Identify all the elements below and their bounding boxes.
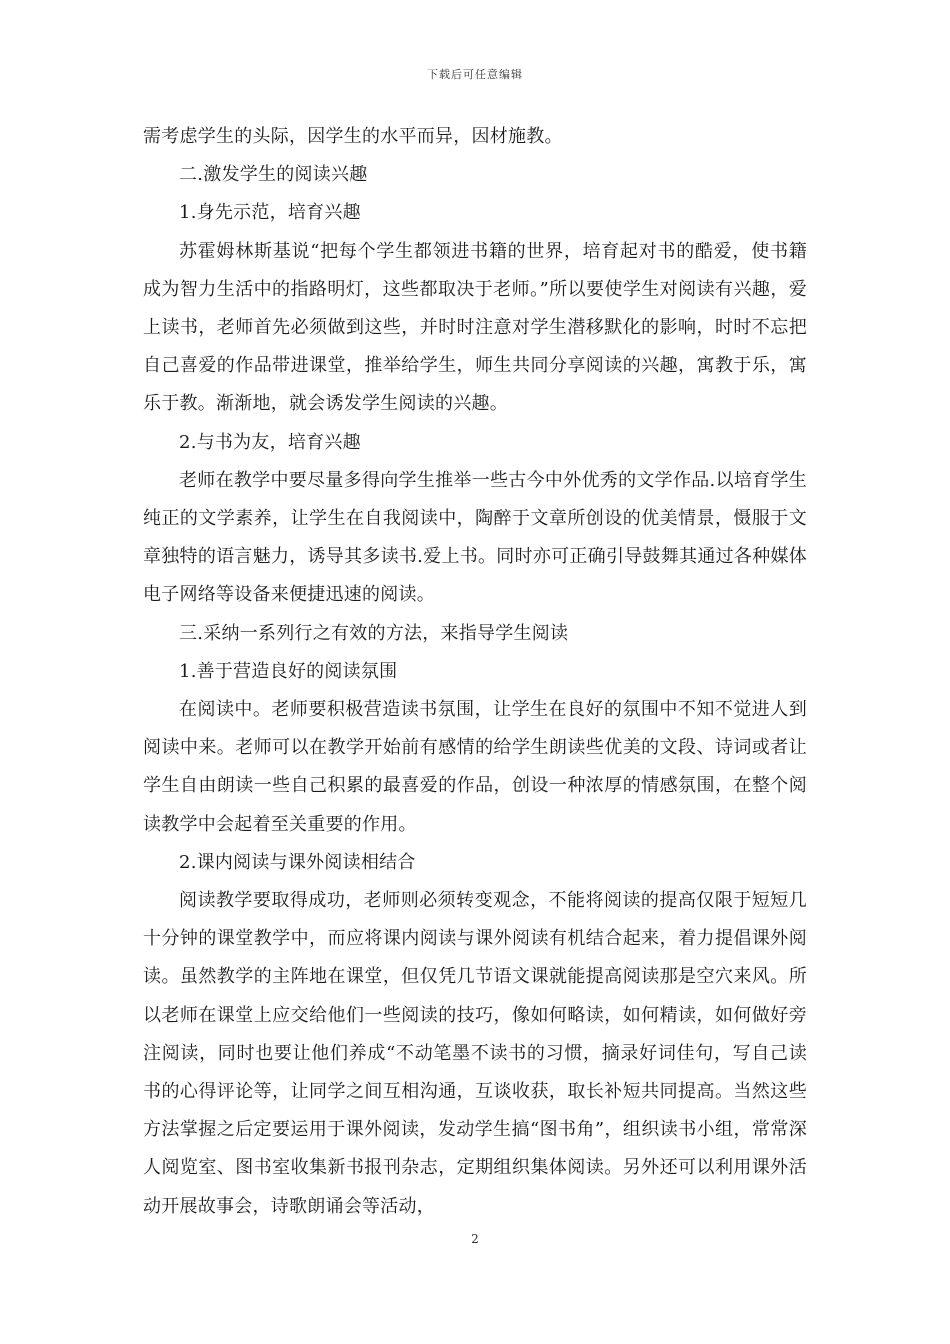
document-body: [143, 118, 807, 1226]
subsection-heading-2-2: 2.与书为友，培育兴趣: [179, 431, 361, 453]
subsection-heading-3-2: 2.课内阅读与课外阅读相结合: [179, 851, 416, 873]
paragraph: 苏霍姆林斯基说“把每个学生都领进书籍的世界，培育起对书的酷爱，使书籍成为智力生活中的指路明灯，这些都取决于老师。”所以要使学生对阅读有兴趣，爱上读书，老师首先必须做到这些，并时时注意对学生潜移默化的影响，时时不忘把自己喜爱的作品带进课堂，推举给学生，师生共同分享阅读的兴趣，寓教于乐，寓乐于教。渐渐地，就会诱发学生阅读的兴趣。: [143, 240, 807, 415]
paragraph: 阅读教学要取得成功，老师则必须转变观念，不能将阅读的提高仅限于短短几十分钟的课堂教学中，而应将课内阅读与课外阅读有机结合起来，着力提倡课外阅读。虽然教学的主阵地在课堂，但仅凭几节语文课就能提高阅读那是空穴来风。所以老师在课堂上应交给他们一些阅读的技巧，像如何略读，如何精读，如何做好旁注阅读，同时也要让他们养成“不动笔墨不读书的习惯，摘录好词佳句，写自己读书的心得评论等，让同学之间互相沟通，互谈收获，取长补短共同提高。当然这些方法掌握之后定要运用于课外阅读，发动学生搞“图书角”，组织读书小组，常常深人阅览室、图书室收集新书报刊杂志，定期组织集体阅读。另外还可以利用课外活动开展故事会，诗歌朗诵会等活动，: [143, 890, 807, 1217]
paragraph-continuation: 需考虑学生的头际，因学生的水平而异，因材施教。: [143, 126, 563, 147]
subsection-heading-3-1: 1.善于营造良好的阅读氛围: [179, 660, 398, 682]
paragraph: 老师在教学中要尽量多得向学生推举一些古今中外优秀的文学作品.以培育学生纯正的文学素养，让学生在自我阅读中，陶醉于文章所创设的优美情景，慑服于文章独特的语言魅力，诱导其多读书.爱上书。同时亦可正确引导鼓舞其通过各种媒体电子网络等设备来便捷迅速的阅读。: [143, 469, 807, 606]
page-header: 下载后可任意编辑: [427, 68, 523, 81]
paragraph: 在阅读中。老师要积极营造读书氛围，让学生在良好的氛围中不知不觉进人到阅读中来。老师可以在教学开始前有感情的给学生朗读些优美的文段、诗词或者让学生自由朗读一些自己积累的最喜爱的作品，创设一种浓厚的情感氛围，在整个阅读教学中会起着至关重要的作用。: [143, 699, 807, 835]
page-number: 2: [471, 1232, 479, 1246]
section-heading-3: 三.采纳一系列行之有效的方法，来指导学生阅读: [179, 622, 569, 644]
section-heading-2: 二.激发学生的阅读兴趣: [179, 164, 368, 186]
subsection-heading-2-1: 1.身先示范，培育兴趣: [179, 202, 361, 224]
